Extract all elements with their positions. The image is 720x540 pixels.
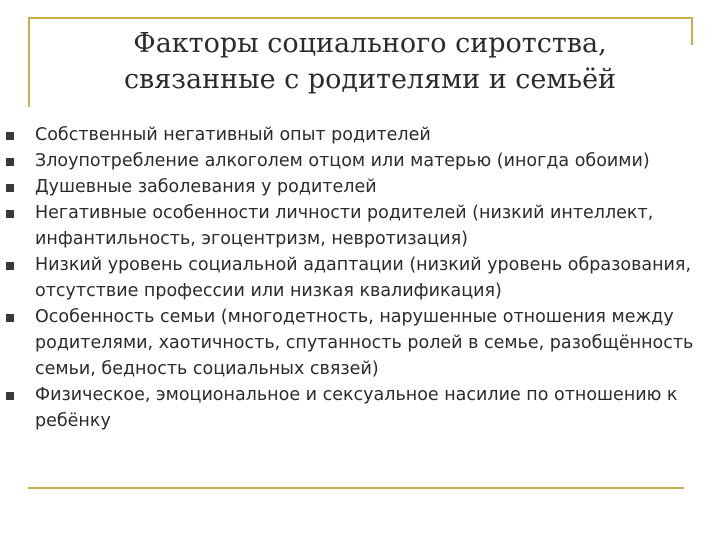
square-bullet-icon [6, 132, 14, 140]
bullet-text: Особенность семьи (многодетность, нарушенные отношения между родителями, хаотичность, спутанность ролей в семье, разобщённость семьи, бедность социальных связей) [35, 307, 694, 379]
slide-title: Факторы социального сиротства, связанные с родителями и семьёй [123, 28, 617, 95]
square-bullet-icon [6, 262, 14, 270]
frame-bottom-line [28, 487, 684, 489]
square-bullet-icon [6, 392, 14, 400]
bullet-text: Негативные особенности личности родителей (низкий интеллект, инфантильность, эгоцентризм, невротизация) [35, 203, 654, 249]
bullet-list [0, 122, 720, 434]
square-bullet-icon [6, 314, 14, 322]
square-bullet-icon [6, 158, 14, 166]
bullet-item [0, 200, 720, 252]
bullet-item [0, 304, 720, 382]
frame-left-line [28, 17, 30, 107]
square-bullet-icon [6, 210, 14, 218]
frame-right-line [691, 17, 693, 45]
bullet-text: Злоупотребление алкоголем отцом или матерью (иногда обоими) [35, 151, 650, 171]
square-bullet-icon [6, 184, 14, 192]
bullet-text: Низкий уровень социальной адаптации (низкий уровень образования, отсутствие профессии или низкая квалификация) [35, 255, 692, 301]
bullet-text: Собственный негативный опыт родителей [35, 125, 431, 145]
frame-top-line [28, 17, 692, 19]
bullet-item [0, 174, 720, 200]
bullet-text: Душевные заболевания у родителей [35, 177, 377, 197]
bullet-item [0, 148, 720, 174]
bullet-text: Физическое, эмоциональное и сексуальное насилие по отношению к ребёнку [35, 385, 678, 431]
bullet-item [0, 382, 720, 434]
bullet-item [0, 252, 720, 304]
bullet-item [0, 122, 720, 148]
